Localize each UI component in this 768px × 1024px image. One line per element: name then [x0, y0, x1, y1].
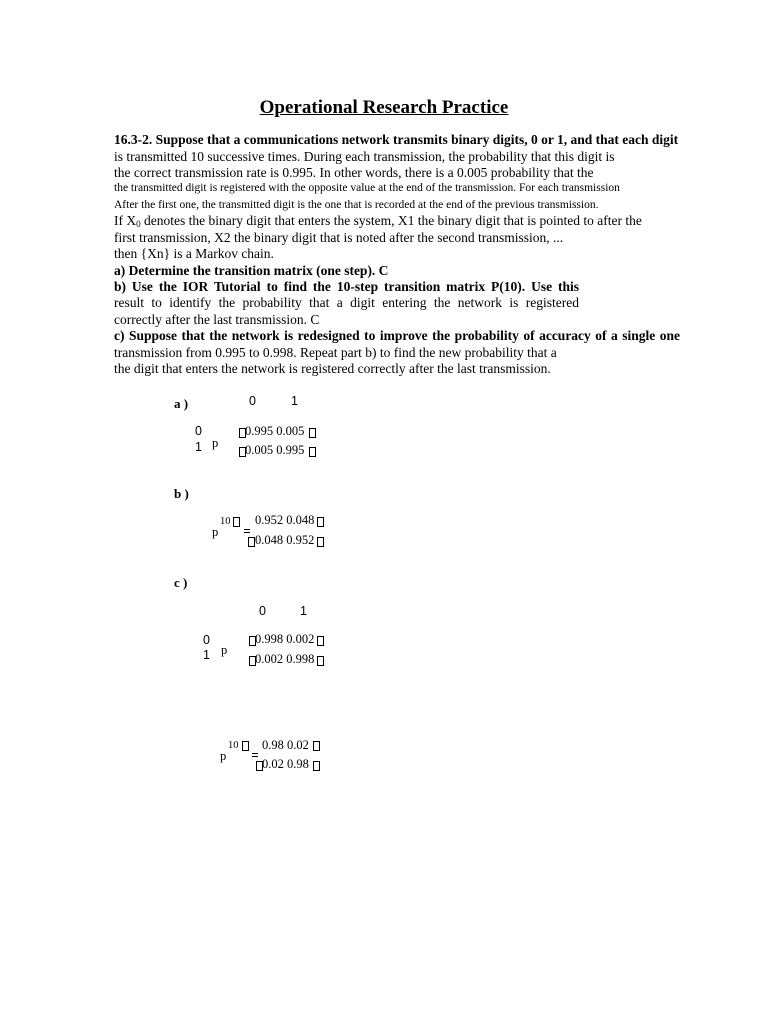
matrix-row: 0.048 0.952 — [255, 533, 315, 547]
problem-line: transmission from 0.995 to 0.998. Repeat part b) to find the new probability that a — [114, 345, 557, 360]
equals-sign — [244, 532, 250, 533]
problem-line: 16.3-2. Suppose that a communications network transmits binary digits, 0 or 1, and that each digit — [114, 132, 679, 147]
column-header: 1 — [291, 394, 298, 408]
equals-sign — [244, 529, 250, 530]
bracket-glyph — [317, 656, 324, 666]
answer-label: b ) — [174, 486, 189, 501]
row-label: 0 — [203, 633, 210, 647]
row-label: 0 — [195, 424, 202, 438]
problem-line: is transmitted 10 successive times. During each transmission, the probability that this digit is — [114, 149, 615, 164]
question-c: c) Suppose that the network is redesigned to improve the probability of accuracy of a single one — [114, 328, 680, 343]
problem-line: the correct transmission rate is 0.995. In other words, there is a 0.005 probability that the — [114, 165, 594, 180]
bracket-glyph — [313, 761, 320, 771]
answer-label: c ) — [174, 575, 188, 590]
bracket-glyph — [317, 517, 324, 527]
problem-line: result to identify the probability that a digit entering the network is registered — [114, 295, 579, 310]
answer-label: a ) — [174, 396, 189, 411]
matrix-row: 0.002 0.998 — [255, 652, 315, 666]
problem-line: If $X_0$ denotes the binary digit that enters the system, X1 the binary digit that is pointed to after the — [114, 213, 642, 229]
column-header: 1 — [300, 604, 307, 618]
matrix-symbol: p — [220, 749, 227, 763]
question-b: b) Use the IOR Tutorial to find the 10-step transition matrix P(10). Use this — [114, 279, 579, 294]
bracket-glyph — [233, 517, 240, 527]
matrix-symbol: p — [221, 643, 228, 657]
column-header: 0 — [249, 394, 256, 408]
matrix-row: 0.02 0.98 — [262, 757, 309, 771]
matrix-row: 0.98 0.02 — [262, 738, 309, 752]
bracket-glyph — [317, 537, 324, 547]
row-label: 1 — [203, 648, 210, 662]
problem-line: the digit that enters the network is registered correctly after the last transmission. — [114, 361, 551, 376]
page-title: Operational Research Practice — [259, 97, 509, 118]
problem-line: correctly after the last transmission. C — [114, 312, 320, 327]
equals-sign — [252, 756, 258, 757]
bracket-glyph — [313, 741, 320, 751]
row-label: 1 — [195, 440, 202, 454]
bracket-glyph — [242, 741, 249, 751]
matrix-power: 10 — [228, 740, 239, 751]
matrix-power: 10 — [220, 516, 231, 527]
bracket-glyph — [309, 428, 316, 438]
problem-line: then {Xn} is a Markov chain. — [114, 246, 274, 261]
column-header: 0 — [259, 604, 266, 618]
matrix-row: 0.998 0.002 — [255, 632, 315, 646]
problem-line: the transmitted digit is registered with the opposite value at the end of the transmission. For each transmission — [114, 182, 620, 194]
bracket-glyph — [248, 537, 255, 547]
matrix-row: 0.005 0.995 — [245, 443, 305, 457]
equals-sign — [252, 753, 258, 754]
problem-line: first transmission, X2 the binary digit that is noted after the second transmission, ... — [114, 230, 564, 245]
matrix-symbol: p — [212, 525, 219, 539]
matrix-row: 0.952 0.048 — [255, 513, 315, 527]
matrix-symbol: p — [212, 436, 219, 450]
bracket-glyph — [309, 447, 316, 457]
problem-line: After the first one, the transmitted digit is the one that is recorded at the end of the previous transmission. — [114, 199, 599, 211]
bracket-glyph — [317, 636, 324, 646]
question-a: a) Determine the transition matrix (one step). C — [114, 263, 389, 278]
matrix-row: 0.995 0.005 — [245, 424, 305, 438]
